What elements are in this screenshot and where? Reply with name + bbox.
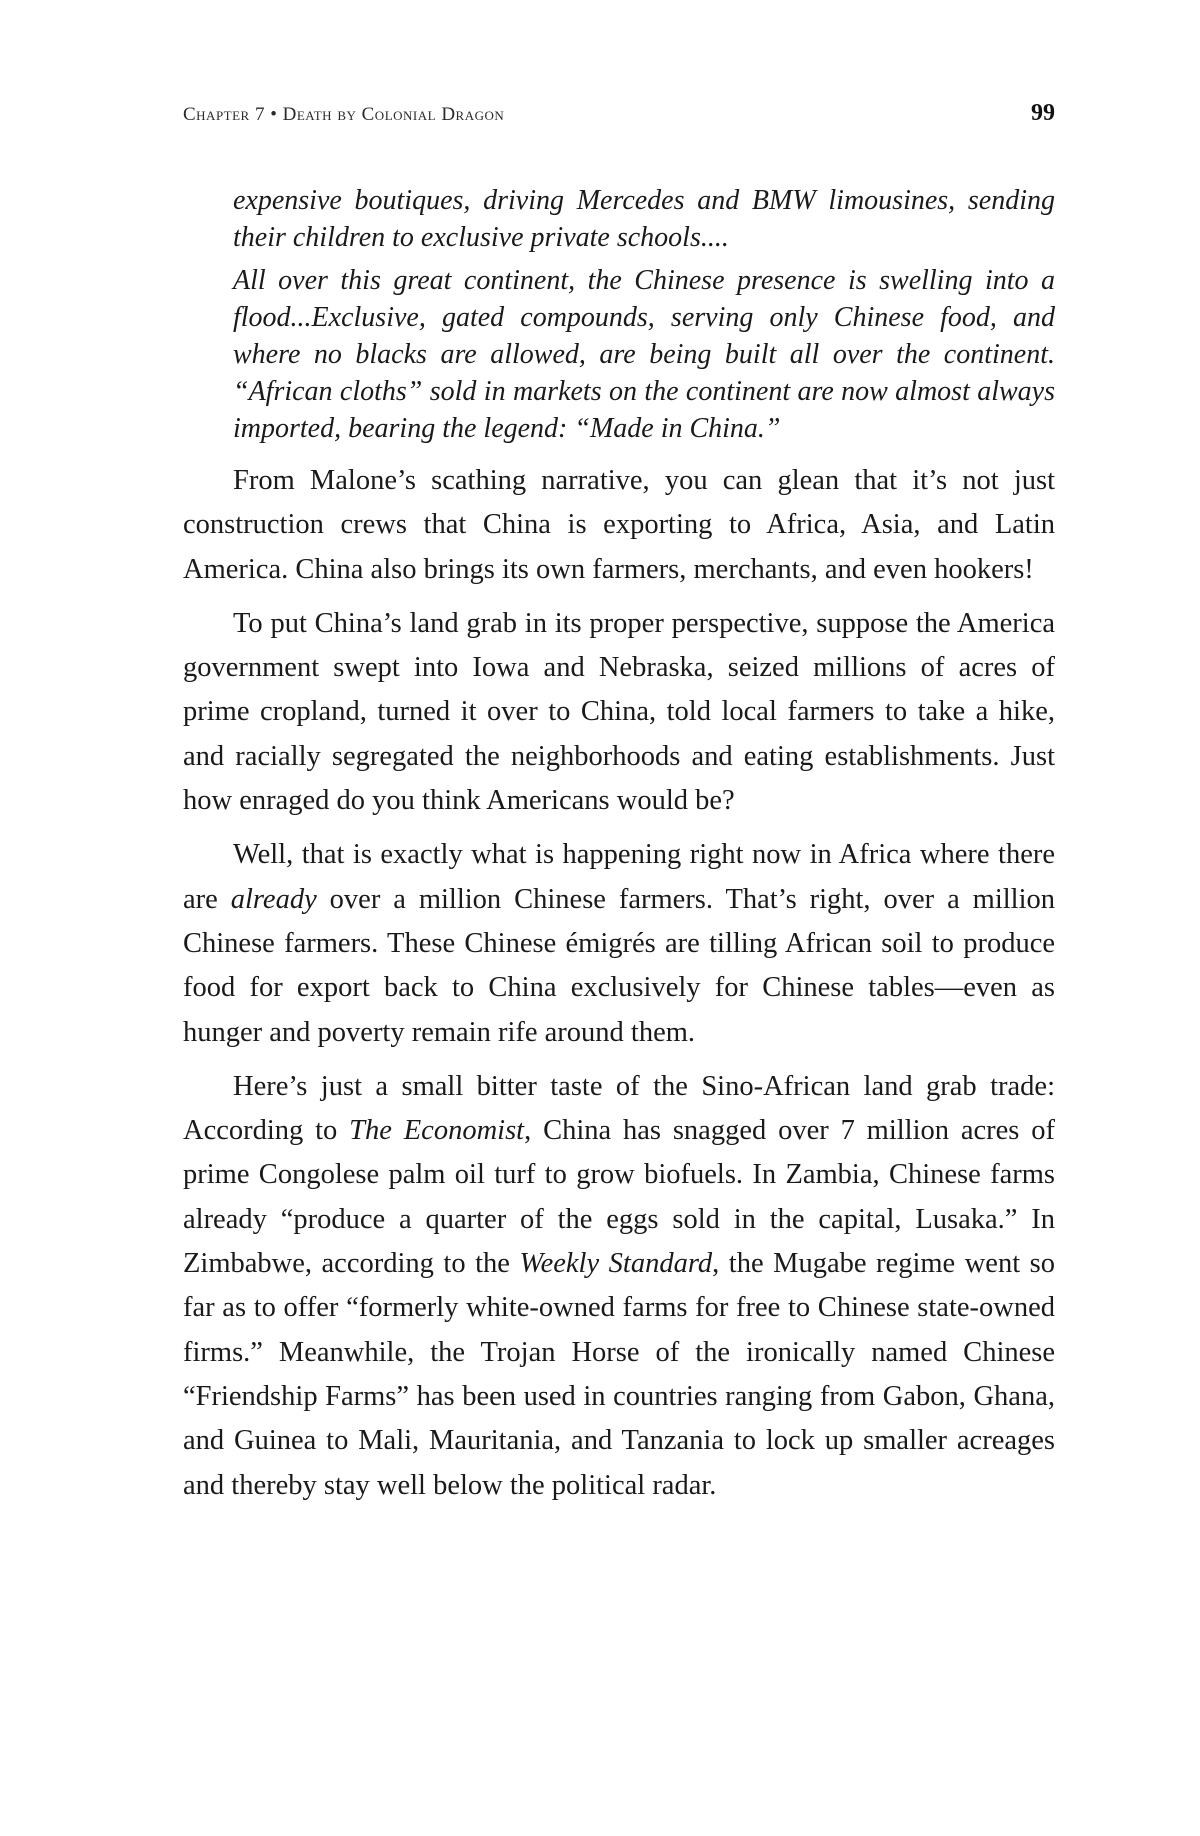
running-head <box>183 100 1055 140</box>
text-run: , China has snagged over 7 million acres of prime Congolese palm oil turf to grow biofuels. In Zambia, Chinese farms already “produce a quarter of the eggs sold in the capital, Lusaka.” In Zimbabwe, according to the <box>183 1115 1055 1280</box>
quote-paragraph: All over this great continent, the Chinese presence is swelling into a flood...Exclusive, gated compounds, serving only Chinese food, and where no blacks are allowed, are being built all over the continent. “African cloths” sold in markets on the continent are now almost always imported, bearing the legend: “Made in China.” <box>233 265 1055 444</box>
block-quote <box>233 182 1055 447</box>
text-run: Well, that is exactly what is happening right now in Africa where there are <box>183 839 1055 915</box>
quote-paragraph: expensive boutiques, driving Mercedes and BMW limousines, sending their children to exclusive private schools.... <box>233 185 1055 253</box>
body-paragraph: To put China’s land grab in its proper perspective, suppose the America government swept into Iowa and Nebraska, seized millions of acres of prime cropland, turned it over to China, told local farmers to take a hike, and racially segregated the neighborhoods and eating establishments. Just how enraged do you think Americans would be? <box>183 607 1055 817</box>
publication-title: Weekly Standard <box>519 1248 713 1280</box>
page-body <box>183 182 1055 1508</box>
body-paragraph <box>183 833 1055 1054</box>
text-run: , the Mugabe regime went so far as to offer “formerly white-owned farms for free to Chinese state-owned firms.” Meanwhile, the Trojan Horse of the ironically named Chinese “Friendship Farms” has been used in countries ranging from Gabon, Ghana, and Guinea to Mali, Mauritania, and Tanzania to lock up smaller acreages and thereby stay well below the political radar. <box>183 1248 1055 1501</box>
chapter-title: Chapter 7 • Death by Colonial Dragon <box>183 104 505 125</box>
body-paragraph <box>183 1065 1055 1508</box>
publication-title: The Economist <box>349 1115 525 1147</box>
text-run: over a million Chinese farmers. That’s right, over a million Chinese farmers. These Chinese émigrés are tilling African soil to produce food for export back to China exclusively for Chinese tables—even as hunger and poverty remain rife around them. <box>183 883 1055 1048</box>
body-paragraph: From Malone’s scathing narrative, you can glean that it’s not just construction crews that China is exporting to Africa, Asia, and Latin America. China also brings its own farmers, merchants, and even hookers! <box>183 465 1055 585</box>
text-run: Here’s just a small bitter taste of the Sino-African land grab trade: According to <box>183 1070 1055 1147</box>
emphasis-text: already <box>230 883 317 915</box>
page-number: 99 <box>1031 100 1055 126</box>
